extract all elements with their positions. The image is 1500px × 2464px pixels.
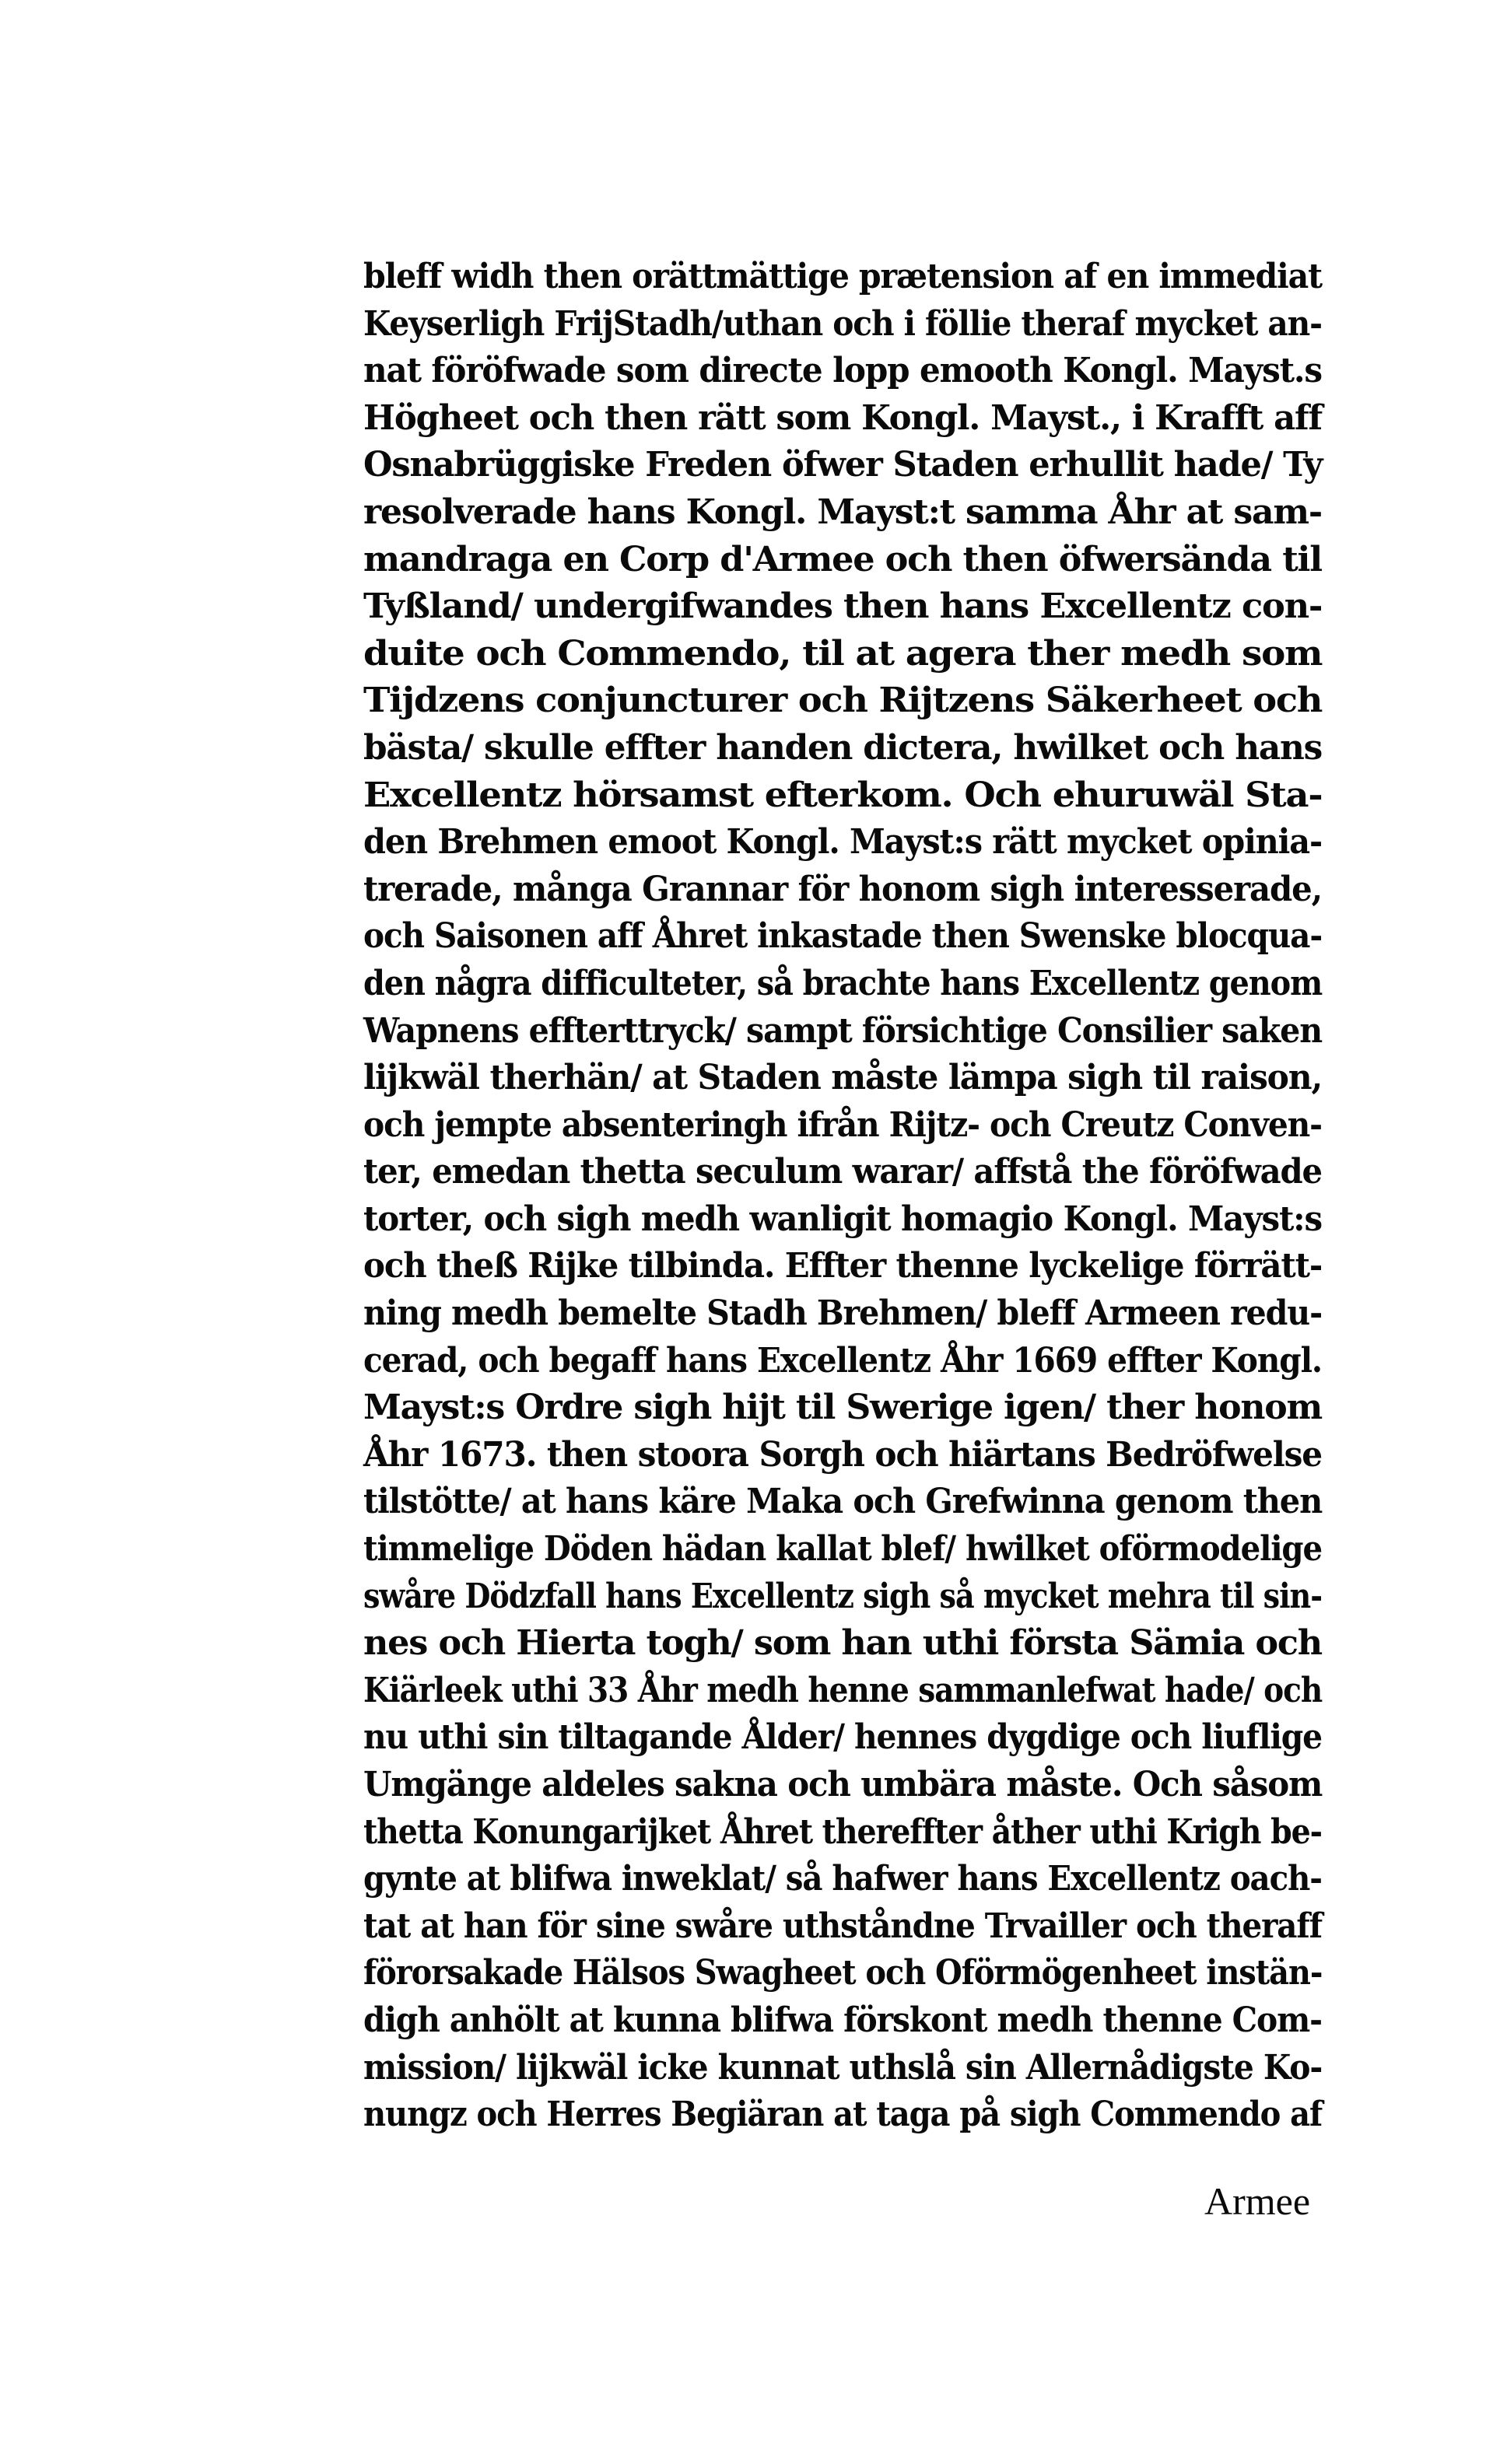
text-line: lijkwäl therhän/ at Staden måste lämpa sigh til raison, [363, 1058, 1323, 1098]
text-line: nat föröfwade som directe lopp emooth Kongl. Mayst.s [363, 351, 1322, 391]
text-line: och Saisonen aff Åhret inkastade then Swenske blocqua- [363, 916, 1323, 957]
text-line: Wapnens effterttryck/ sampt försichtige Consilier saken [363, 1010, 1323, 1051]
text-line: Åhr 1673. then stoora Sorgh och hiärtans Bedröfwelse [363, 1434, 1322, 1475]
text-line: tat at han för sine swåre uthståndne Trvailler och theraff [363, 1906, 1322, 1946]
text-line: timmelige Döden hädan kallat blef/ hwilket oförmodelige [363, 1529, 1322, 1570]
text-line: bästa/ skulle effter handen dictera, hwilket och hans [363, 727, 1323, 768]
text-line: förorsakade Hälsos Swagheet och Oförmögenheet instän- [363, 1953, 1323, 1993]
text-line: torter, och sigh medh wanligit homagio Kongl. Mayst:s [363, 1199, 1322, 1239]
text-line: mission/ lijkwäl icke kunnat uthslå sin Allernådigste Ko- [363, 2047, 1323, 2088]
text-line: Mayst:s Ordre sigh hijt til Swerige igen/ ther honom [363, 1388, 1323, 1428]
text-line: cerad, och begaff hans Excellentz Åhr 1669 effter Kongl. [363, 1340, 1322, 1381]
text-line: thetta Konungarijket Åhret thereffter åther uthi Krigh be- [363, 1811, 1322, 1852]
text-line: ning medh bemelte Stadh Brehmen/ bleff Armeen redu- [363, 1293, 1323, 1334]
text-line: digh anhölt at kunna blifwa förskont medh thenne Com- [363, 2000, 1322, 2040]
text-line: Kiärleek uthi 33 Åhr medh henne sammanlefwat hade/ och [363, 1670, 1323, 1710]
text-line: nungz och Herres Begiäran at taga på sigh Commendo af [363, 2095, 1323, 2135]
text-line: trerade, många Grannar för honom sigh interesserade, [363, 869, 1323, 909]
text-line: bleff widh then orättmättige prætension af en immediat [363, 257, 1322, 296]
text-line: den Brehmen emoot Kongl. Mayst:s rätt mycket opinia- [363, 822, 1323, 863]
text-line: nes och Hierta togh/ som han uthi första Sämia och [363, 1623, 1322, 1664]
text-line: Högheet och then rätt som Kongl. Mayst., i Krafft aff [363, 397, 1323, 438]
text-line: och jempte absenteringh ifrån Rijtz- och Creutz Conven- [363, 1104, 1322, 1145]
text-line: Umgänge aldeles sakna och umbära måste. Och såsom [363, 1765, 1323, 1804]
text-line: mandraga en Corp d'Armee och then öfwersända til [363, 539, 1322, 579]
text-line: Tijdzens conjuncturer och Rijtzens Säkerheet och [363, 681, 1323, 721]
text-line: duite och Commendo, til at agera ther medh som [363, 633, 1323, 674]
text-line: Excellentz hörsamst efterkom. Och ehuruwäl Sta- [363, 775, 1323, 815]
text-line: resolverade hans Kongl. Mayst:t samma Åhr at sam- [363, 492, 1322, 532]
text-line: Keyserligh FrijStadh/uthan och i föllie theraf mycket an- [363, 303, 1322, 344]
text-line: swåre Dödzfall hans Excellentz sigh så mycket mehra til sin- [363, 1576, 1323, 1616]
text-line: tilstötte/ at hans käre Maka och Grefwinna genom then [363, 1482, 1323, 1522]
text-line: Tyßland/ undergifwandes then hans Excellentz con- [363, 586, 1323, 627]
text-line: ter, emedan thetta seculum warar/ affstå the föröfwade [363, 1152, 1322, 1192]
text-line: gynte at blifwa inweklat/ så hafwer hans Excellentz oach- [363, 1859, 1322, 1899]
body-text [363, 254, 1322, 2139]
text-line: och theß Rijke tilbinda. Effter thenne lyckelige förrätt- [363, 1246, 1323, 1286]
catchword: Armee [1204, 2179, 1311, 2223]
text-line: den några difficulteter, så brachte hans Excellentz genom [363, 963, 1323, 1003]
text-line: Osnabrüggiske Freden öfwer Staden erhullit hade/ Ty [363, 445, 1323, 485]
text-line: nu uthi sin tiltagande Ålder/ hennes dygdige och liuflige [363, 1717, 1322, 1758]
